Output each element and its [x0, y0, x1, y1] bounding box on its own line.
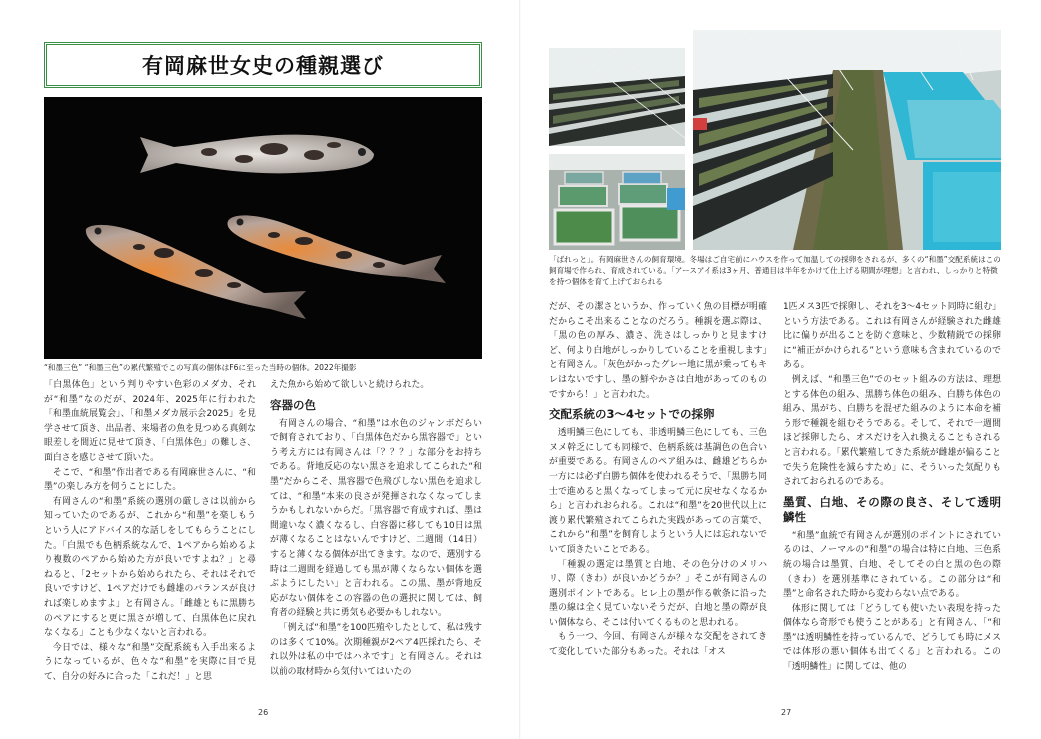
- left-page: [0, 0, 520, 739]
- left-column-1: [44, 378, 256, 684]
- farm-photo-1: [549, 48, 685, 146]
- paragraph: 例えば、“和墨三色”でのセット組みの方法は、理想とする体色の組み、黒勝ち体色の組み、白勝ち体色の組み、黒がち、白勝ちを混ぜた組みのように本命を補う形で種親を組むそうである。そして、それで一週間ほど採卵したら、オスだけを入れ換えることもされると言われる。「累代繁殖してきた系統が雌雄が偏ることで失う危険性を減らすため」に、そういった気配りもされておられるのである。: [783, 374, 1001, 488]
- paragraph: 有岡さんの“和墨”系統の選別の厳しさは以前から知っていたのであるが、これから“和墨”を楽しもうという人にアドバイス的な話しをしてもらうことにした。「白黒でも色柄系統なんで、1ペアから始めるより複数のペアから始めた方が良いですよね？」と尋ねると、「2セットから始められたら、それはそれで良いですけど、1ペアだけでも雌雄のバランスが良ければ楽しめますよ」と有岡さん。「雌雄ともに黒勝ちのペアにすると更に黒さが増して、白黒体色に戻れなくなる」ことも少なくないと言われる。: [44, 496, 256, 639]
- section-heading: 墨質、白地、その際の良さ、そして透明鱗性: [783, 494, 1001, 524]
- paragraph: 「白黒体色」という判りやすい色彩のメダカ、それが“和墨”なのだが、2024年、2025年に行われた「和墨血統展覧会」、「和墨メダカ展示会2025」を見学させて頂き、出品者、来場者の魚を見つめる真剣な眼差しを間近に見せて頂き、「白黒体色」の難しさ、面白さを感じさせて頂いた。: [44, 380, 256, 463]
- paragraph: 有岡さんの場合、“和墨”は水色のジャンボだらいで飼育されており、「白黒体色だから黒容器で」という考え方には有岡さんは「？？？」な部分をお持ちである。背地反応のない黒さを追求してこられた“和墨”だからこそ、黒容器で色飛びしない黒色を追求しては、“和墨”本来の良さが発揮されなくなってしまうかもしれないからだ。「黒容器で育成すれば、墨は間違いなく濃くなるし、白容器に移しても10日は黒が薄くなることはないんですけど、二週間（14日）すると薄くなる個体が出てきます。なので、選別する時は二週間を経過しても黒が薄くならない個体を選ぶようにしたい」と言われる。この黒、墨が背地反応がない個体をこの容器の色の選択に関しては、飼育者の経験と共に勇気も必要かもしれない。: [270, 418, 482, 619]
- article-title: 有岡麻世女史の種親選び: [142, 54, 384, 78]
- right-page: [521, 0, 1041, 739]
- section-heading: 容器の色: [270, 397, 316, 412]
- fish-illustration: [44, 97, 482, 359]
- paragraph: 今日では、様々な“和墨”交配系統も入手出来るようになっているが、色々な“和墨”を実際に目で見て、自分の好みに合った「これだ！」と思: [44, 642, 256, 682]
- paragraph: もう一つ、今回、有岡さんが様々な交配をされてきて変化していた部分もあった。それは「オス: [549, 632, 767, 658]
- paragraph: 体形に関しては「どうしても使いたい表現を持った個体なら奇形でも使うことがある」と有岡さん、「“和墨”は透明鱗性を持っているんで、どうしても時にメスでは体形の悪い個体も出てくる」と言われる。この「透明鱗性」に関しては、他の: [783, 603, 1001, 673]
- fish-3: [227, 215, 446, 283]
- left-column-2: [270, 378, 482, 679]
- section-heading: 交配系統の3～4セットでの採卵: [549, 407, 715, 422]
- farm-photo-2: [549, 154, 685, 250]
- right-column-2: [783, 300, 1001, 675]
- right-column-1: [549, 300, 767, 660]
- article-title-box: [44, 42, 482, 88]
- fish-1: [140, 135, 374, 174]
- farm-photo-caption: 「ばれっと」。有岡麻世さんの飼育環境。冬場はご自宅前にハウスを作って加温しての採卵をされるが、多くの“和墨”交配系統はこの飼育場で作られ、育成されている。「アースアイ系は3ヶ月、普通目は半年をかけて仕上げる期間が理想」と言われ、しっかりと特徴を持つ個体を育て上げておられる: [549, 255, 1001, 286]
- photo-caption: “和墨三色” “和墨三色”の累代繁殖でこの写真の個体はF6に至った当時の個体。2022年撮影: [44, 363, 357, 372]
- paragraph: “和墨”血統で有岡さんが選別のポイントにされているのは、ノーマルの“和墨”の場合は特に白地、三色系統の場合は墨質、白地、そしてその白と黒の色の際（きわ）を選別基準にされている。この部分は“和墨”と命名された時から変わらない点である。: [783, 530, 1001, 600]
- paragraph: そこで、“和墨”作出者である有岡麻世さんに、“和墨”の楽しみ方を伺うことにした。: [44, 467, 256, 493]
- page-number: 27: [781, 708, 792, 717]
- fish-photo: [44, 97, 482, 359]
- paragraph: 「例えば“和墨”を100匹殖やしたとして、私は残すのは多くて10%。次期種親が2ペア4匹採れたら、それ以外は私の中ではハネです」と有岡さん。それは以前の取材時から気付いてはいたの: [270, 622, 482, 677]
- farm-photo-3: [693, 30, 1001, 250]
- paragraph: だが、その潔さというか、作っていく魚の目標が明確だからこそ出来ることなのだろう。種親を選ぶ際は、「黒の色の厚み、濃さ、洗さはしっかりと見ますけど、何より白地がしっかりしていることを重視します」と有岡さん。「灰色がかったグレー地に黒が乗ってもキレはないですし、墨の鮮やかさは白地があってのものですから！」と言われた。: [549, 302, 767, 400]
- paragraph: 「種親の選定は墨質と白地、その色分けのメリハリ、際（きわ）が良いかどうか？」そこが有岡さんの選別ポイントである。ヒレ上の墨が作る軟条に沿った墨の線は全く見ていないそうだが、白地と墨の際が良い個体なら、そこは付いてくるものと思われる。: [549, 559, 767, 628]
- paragraph: 1匹メス3匹で採卵し、それを3～4セット同時に組む」という方法である。これは有岡さんが経験された雌雄比に偏りが出ることを防ぐ意味と、少数精鋭での採卵に“補正がかけられる”という意味も含まれているのである。: [783, 302, 1001, 371]
- paragraph: 透明鱗三色にしても、非透明鱗三色にしても、三色ヌメ幹乏にしても同様で、色柄系統は基調色の色合いが重要である。有岡さんのペア組みは、雌雄どちらか一方には必ず白勝ち個体を使われるそうで、「黒勝ち同士で進めると黒くなってしまって元に戻せなくなるから」と言われおられる。これは“和墨”を20世代以上に渡り累代繁殖されてこられた実践があっての言葉で、これから“和墨”を飼育しようという人には忘れないでいて頂きたいことである。: [549, 428, 767, 555]
- page-number: 26: [258, 708, 269, 717]
- paragraph: えた魚から始めて欲しいと続けられた。: [270, 380, 430, 390]
